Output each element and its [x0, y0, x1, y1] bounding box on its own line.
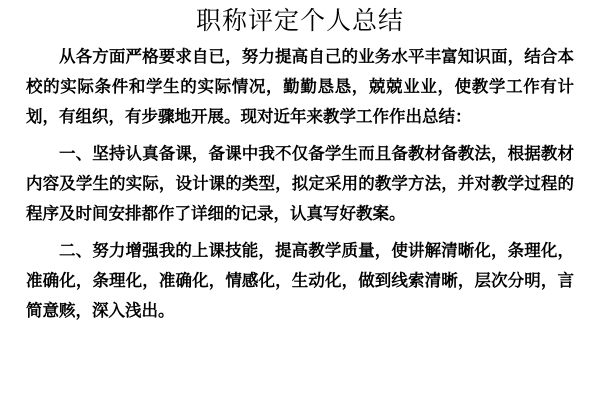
paragraph-teaching-skills: 二、努力增强我的上课技能，提高教学质量，使讲解清晰化，条理化，准确化，条理化，准确化，情感化，生动化，做到线索清晰，层次分明，言简意赅，深入浅出。 [26, 241, 574, 320]
document-title: 职称评定个人总结 [195, 6, 404, 35]
paragraph-lesson-preparation: 一、坚持认真备课，备课中我不仅备学生而且备教材备教法，根据教材内容及学生的实际，设计课的类型，拟定采用的教学方法，并对教学过程的程序及时间安排都作了详细的记录，认真写好教案。 [26, 144, 574, 223]
paragraph-intro: 从各方面严格要求自已，努力提高自己的业务水平丰富知识面，结合本校的实际条件和学生的实际情况，勤勤恳恳，兢兢业业，使教学工作有计划，有组织，有步骤地开展。现对近年来教学工作作出总结： [26, 47, 574, 126]
